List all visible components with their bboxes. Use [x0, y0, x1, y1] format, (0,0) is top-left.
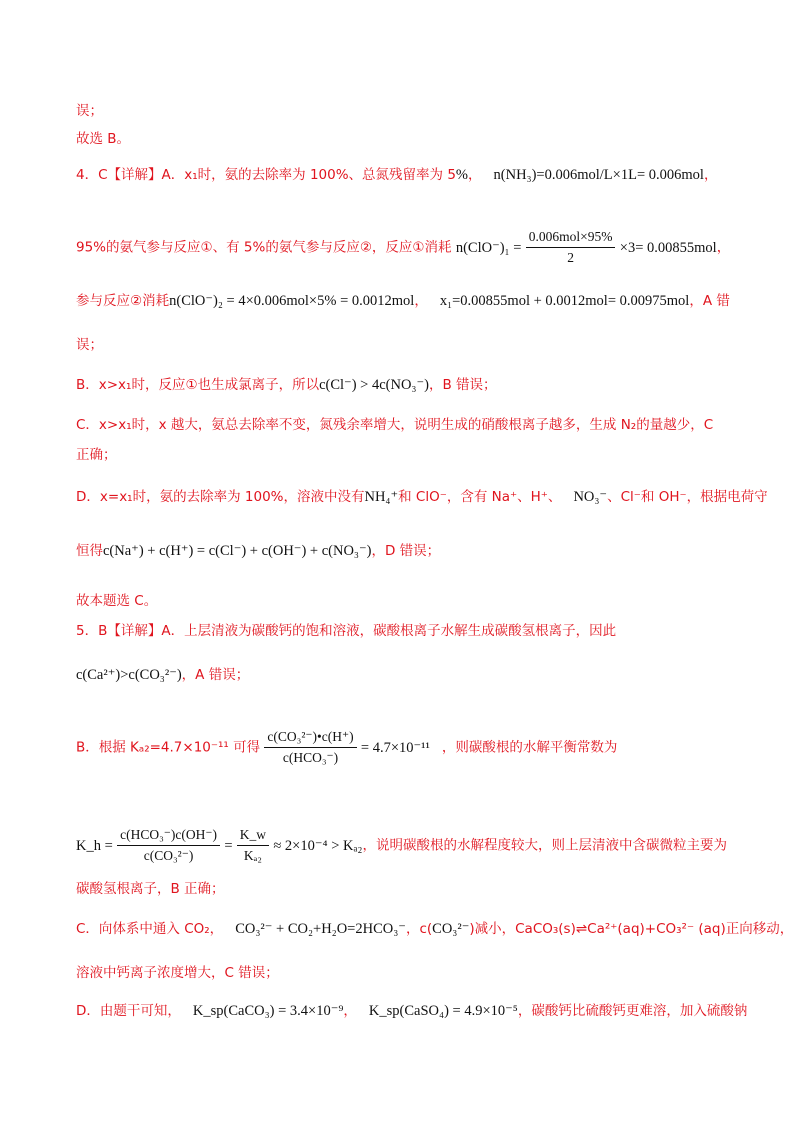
math: n(NH₃)=0.006mol/L×1L= 0.006mol	[493, 167, 704, 183]
math: = 4.7×10⁻¹¹	[360, 739, 430, 756]
fraction: $\frac{\text{c(HCO₃⁻)c(OH⁻)}}{\text{c(CO₃²⁻)}}$	[117, 826, 220, 865]
text-line: D．x=x₁时，氨的去除率为 100%，溶液中没有NH₄⁺和 ClO⁻，含有 Na⁺、H⁺、 NO₃⁻、Cl⁻和 OH⁻，根据电荷守	[76, 489, 768, 505]
text-line: 碳酸氢根离子，B 正确；	[76, 881, 225, 897]
text-line: 故本题选 C。	[76, 593, 158, 609]
math: ×3= 0.00855mol	[619, 239, 717, 256]
math: =	[224, 837, 233, 854]
text-line: D．由题干可知， K_sp(CaCO₃) = 3.4×10⁻⁹， K_sp(CaSO₄) = 4.9×10⁻⁵，碳酸钙比硫酸钙更难溶，加入硫酸钠	[76, 1003, 748, 1019]
text-line: 正确；	[76, 447, 117, 463]
math: NH₄⁺	[364, 489, 399, 505]
math: x₁=0.00855mol + 0.0012mol= 0.00975mol	[439, 293, 690, 309]
math: K_sp(CaCO₃) = 3.4×10⁻⁹	[192, 1003, 344, 1019]
math: CO₃²⁻	[432, 921, 470, 937]
text-line: 4．C【详解】A．x₁时，氨的去除率为 100%、总氮残留率为 5%， n(NH₃)=0.006mol/L×1L= 0.006mol，	[76, 167, 718, 183]
math: K_sp(CaSO₄) = 4.9×10⁻⁵	[368, 1003, 518, 1019]
math: NO₃⁻	[573, 489, 608, 505]
math: K_h =	[76, 837, 113, 854]
math: n(ClO⁻)₂ = 4×0.006mol×5% = 0.0012mol	[169, 293, 415, 309]
fraction: $\frac{\text{0.006mol×95\%}}{2}$	[526, 228, 616, 267]
math: ≈ 2×10⁻⁴ > Kₐ₂	[273, 837, 363, 854]
text-line: C．x>x₁时，x 越大，氨总去除率不变，氮残余率增大，说明生成的硝酸根离子越多，生成 N₂的量越少，C	[76, 417, 714, 433]
text-line: 溶液中钙离子浓度增大，C 错误；	[76, 965, 279, 981]
fraction: $\frac{\text{c(CO₃²⁻)•c(H⁺)}}{\text{c(HCO₃⁻)}}$	[264, 728, 356, 767]
text-line: 误；	[76, 103, 103, 119]
text-line: 5．B【详解】A．上层清液为碳酸钙的饱和溶液，碳酸根离子水解生成碳酸氢根离子，因此	[76, 623, 617, 639]
math: c(Cl⁻) > 4c(NO₃⁻)	[319, 377, 429, 393]
text-line: 故选 B。	[76, 131, 131, 147]
math: n(ClO⁻)₁ =	[455, 239, 522, 256]
text-line: 误；	[76, 337, 103, 353]
text-line: B．x>x₁时，反应①也生成氯离子，所以c(Cl⁻) > 4c(NO₃⁻)，B 错误；	[76, 377, 497, 393]
text-line: 恒得c(Na⁺) + c(H⁺) = c(Cl⁻) + c(OH⁻) + c(NO₃⁻)，D 错误；	[76, 543, 441, 559]
text-line: 95%的氨气参与反应①、有 5%的氨气参与反应②，反应①消耗 n(ClO⁻)₁ = $\frac{\text{0.006mol×95\%}}{2}$ ×3= 0.00855mol，	[76, 229, 731, 265]
text-line: c(Ca²⁺)>c(CO₃²⁻)，A 错误；	[76, 667, 250, 683]
math: %	[455, 167, 469, 183]
fraction: $\frac{K\_w}{\text{Kₐ₂}}$	[237, 826, 269, 865]
text-line: 参与反应②消耗n(ClO⁻)₂ = 4×0.006mol×5% = 0.0012mol， x₁=0.00855mol + 0.0012mol= 0.00975mol，A 错	[76, 293, 730, 309]
text-line: C．向体系中通入 CO₂， CO₃²⁻ + CO₂+H₂O=2HCO₃⁻，c(CO₃²⁻)减小，CaCO₃(s)⇌Ca²⁺(aq)+CO₃²⁻ (aq)正向移动，	[76, 921, 794, 937]
math: c(Na⁺) + c(H⁺) = c(Cl⁻) + c(OH⁻) + c(NO₃⁻)	[103, 543, 372, 559]
text-line: K_h = $\frac{\text{c(HCO₃⁻)c(OH⁻)}}{\text{c(CO₃²⁻)}}$ = $\frac{K\_w}{\text{Kₐ₂}}$ ≈ 2×10⁻⁴ > Kₐ₂，说明碳酸根的水解程度较大，则上层清液中含碳微粒主要为	[76, 827, 727, 863]
math: CO₃²⁻ + CO₂+H₂O=2HCO₃⁻	[235, 921, 406, 937]
text-line: B．根据 Kₐ₂=4.7×10⁻¹¹ 可得 $\frac{\text{c(CO₃²⁻)•c(H⁺)}}{\text{c(HCO₃⁻)}}$ = 4.7×10⁻¹¹ ，则碳酸根的水解平衡常数为	[76, 729, 618, 765]
math: c(Ca²⁺)>c(CO₃²⁻)	[76, 667, 182, 683]
